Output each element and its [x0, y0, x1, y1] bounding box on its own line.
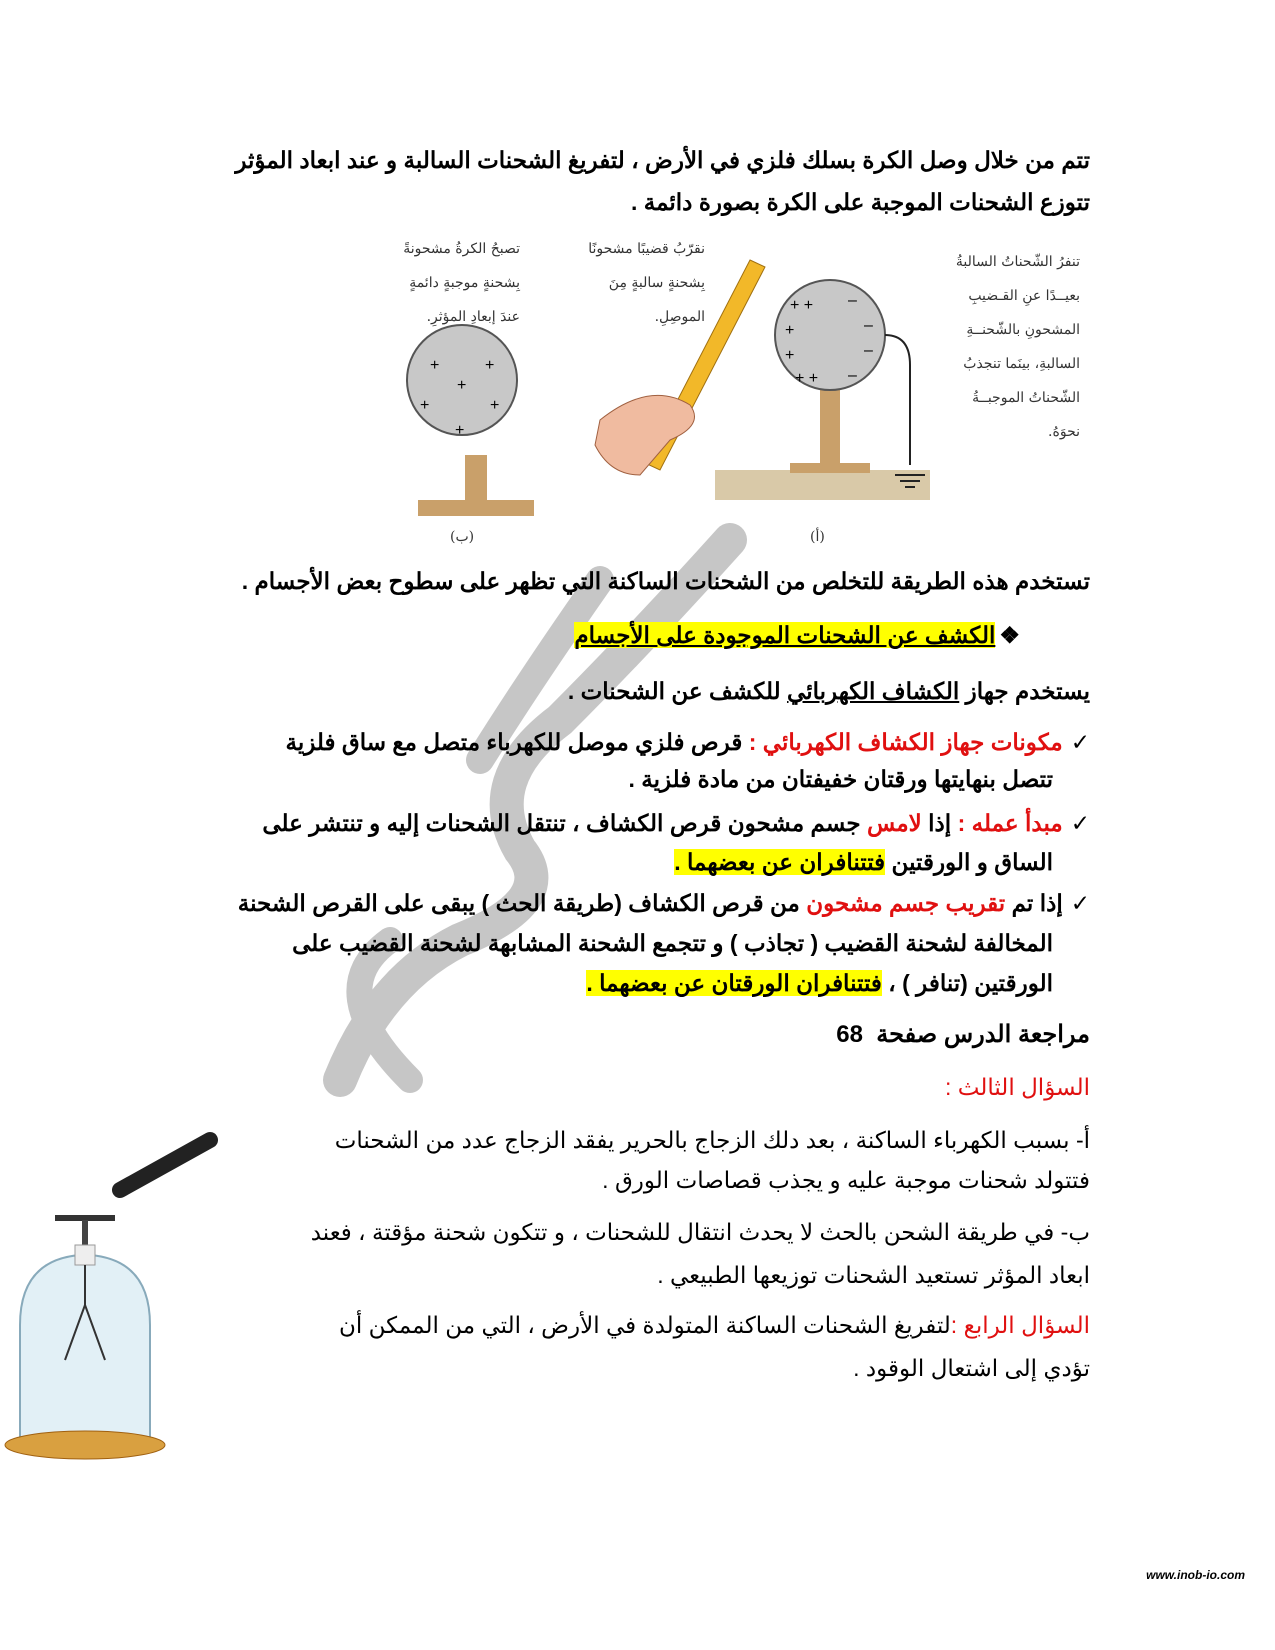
bullet-components: ✓مكونات جهاز الكشاف الكهربائي : قرص فلزي موصل للكهرباء متصل مع ساق فلزية [285, 729, 1090, 755]
svg-text:–: – [848, 367, 857, 384]
bullet-components-line-2: تتصل بنهايتها ورقتان خفيفتان من مادة فلزية . [628, 766, 1053, 792]
svg-text:+ +: + + [790, 297, 814, 314]
q3-title: السؤال الثالث : [944, 1074, 1090, 1100]
svg-text:+: + [485, 357, 495, 374]
bullet-induction: ✓إذا تم تقريب جسم مشحون من قرص الكشاف (طريقة الحث ) يبقى على القرص الشحنة [237, 890, 1090, 916]
intro-line-2: تتوزع الشحنات الموجبة على الكرة بصورة دائمة . [630, 189, 1090, 215]
svg-text:+: + [455, 422, 465, 439]
label-b: (ب) [450, 529, 475, 545]
q4-answer-1: السؤال الرابع :لتفريغ الشحنات الساكنة المتولدة في الأرض ، التي من الممكن أن [338, 1312, 1090, 1338]
caption-rod: نقرّبُ قضيبًا مشحونًا بِشحنةٍ سالبةٍ مِنَ الموصِلِ. [588, 241, 705, 325]
svg-text:–: – [848, 292, 857, 309]
electroscope-image [0, 1125, 240, 1465]
svg-text:+: + [457, 377, 467, 394]
svg-text:+: + [785, 322, 795, 339]
footer-url[interactable]: www.inob-io.com [1146, 1568, 1245, 1582]
usage-text: تستخدم هذه الطريقة للتخلص من الشحنات الساكنة التي تظهر على سطوح بعض الأجسام . [241, 568, 1090, 594]
svg-text:+: + [785, 347, 795, 364]
section-heading: ❖الكشف عن الشحنات الموجودة على الأجسام [574, 622, 1020, 648]
bullet-principle: ✓مبدأ عمله : إذا لامس جسم مشحون قرص الكشاف ، تنتقل الشحنات إليه و تنتشر على [262, 810, 1090, 836]
bullet-induction-line-2: المخالفة لشحنة القضيب ( تجاذب ) و تتجمع الشحنة المشابهة لشحنة القضيب على [292, 930, 1053, 956]
svg-text:+: + [430, 357, 440, 374]
bullet-induction-line-3: الورقتين (تنافر ) ، فتتنافران الورقتان عن بعضهما . [586, 970, 1053, 996]
bullet-principle-line-2: الساق و الورقتين فتتنافران عن بعضهما . [674, 849, 1053, 875]
caption-b: تصبحُ الكرةُ مشحونةً بِشحنةٍ موجبةٍ دائمةٍ عندَ إبعادِ المؤثرِ. [403, 241, 520, 325]
svg-text:+: + [420, 397, 430, 414]
check-icon: ✓ [1070, 729, 1090, 755]
q3-answer-b-1: ب- في طريقة الشحن بالحث لا يحدث انتقال للشحنات ، و تتكون شحنة مؤقتة ، فعند [310, 1219, 1090, 1245]
svg-text:–: – [864, 317, 873, 334]
q3-answer-a-1: أ- بسبب الكهرباء الساكنة ، بعد دلك الزجاج بالحرير يفقد الزجاج عدد من الشحنات [334, 1127, 1090, 1153]
check-icon: ✓ [1070, 810, 1090, 836]
label-a: (أ) [810, 529, 825, 545]
diamond-bullet-icon: ❖ [999, 622, 1020, 648]
svg-text:+: + [490, 397, 500, 414]
q4-answer-2: تؤدي إلى اشتعال الوقود . [853, 1355, 1090, 1381]
svg-text:–: – [864, 342, 873, 359]
intro-line-1: تتم من خلال وصل الكرة بسلك فلزي في الأرض ، لتفريغ الشحنات السالبة و عند ابعاد المؤثر [235, 147, 1090, 173]
svg-text:+ +: + + [795, 370, 819, 387]
caption-a: تنفرُ الشّحناتُ السالبةُ بعيــدًا عنِ القـضيبِ المشحونِ بالشّحنــةِ السالبةِ، بينَما تنجذبُ الشّحناتُ الموجبــةُ نحوَهُ. [955, 254, 1080, 440]
check-icon: ✓ [1070, 890, 1090, 916]
q3-answer-b-2: ابعاد المؤثر تستعيد الشحنات توزيعها الطبيعي . [657, 1262, 1090, 1288]
review-title: مراجعة الدرس صفحة 68 [836, 1021, 1090, 1048]
q3-answer-a-2: فتتولد شحنات موجبة عليه و يجذب قصاصات الورق . [602, 1167, 1090, 1193]
detector-text: يستخدم جهاز الكشاف الكهربائي للكشف عن الشحنات . [567, 678, 1090, 704]
